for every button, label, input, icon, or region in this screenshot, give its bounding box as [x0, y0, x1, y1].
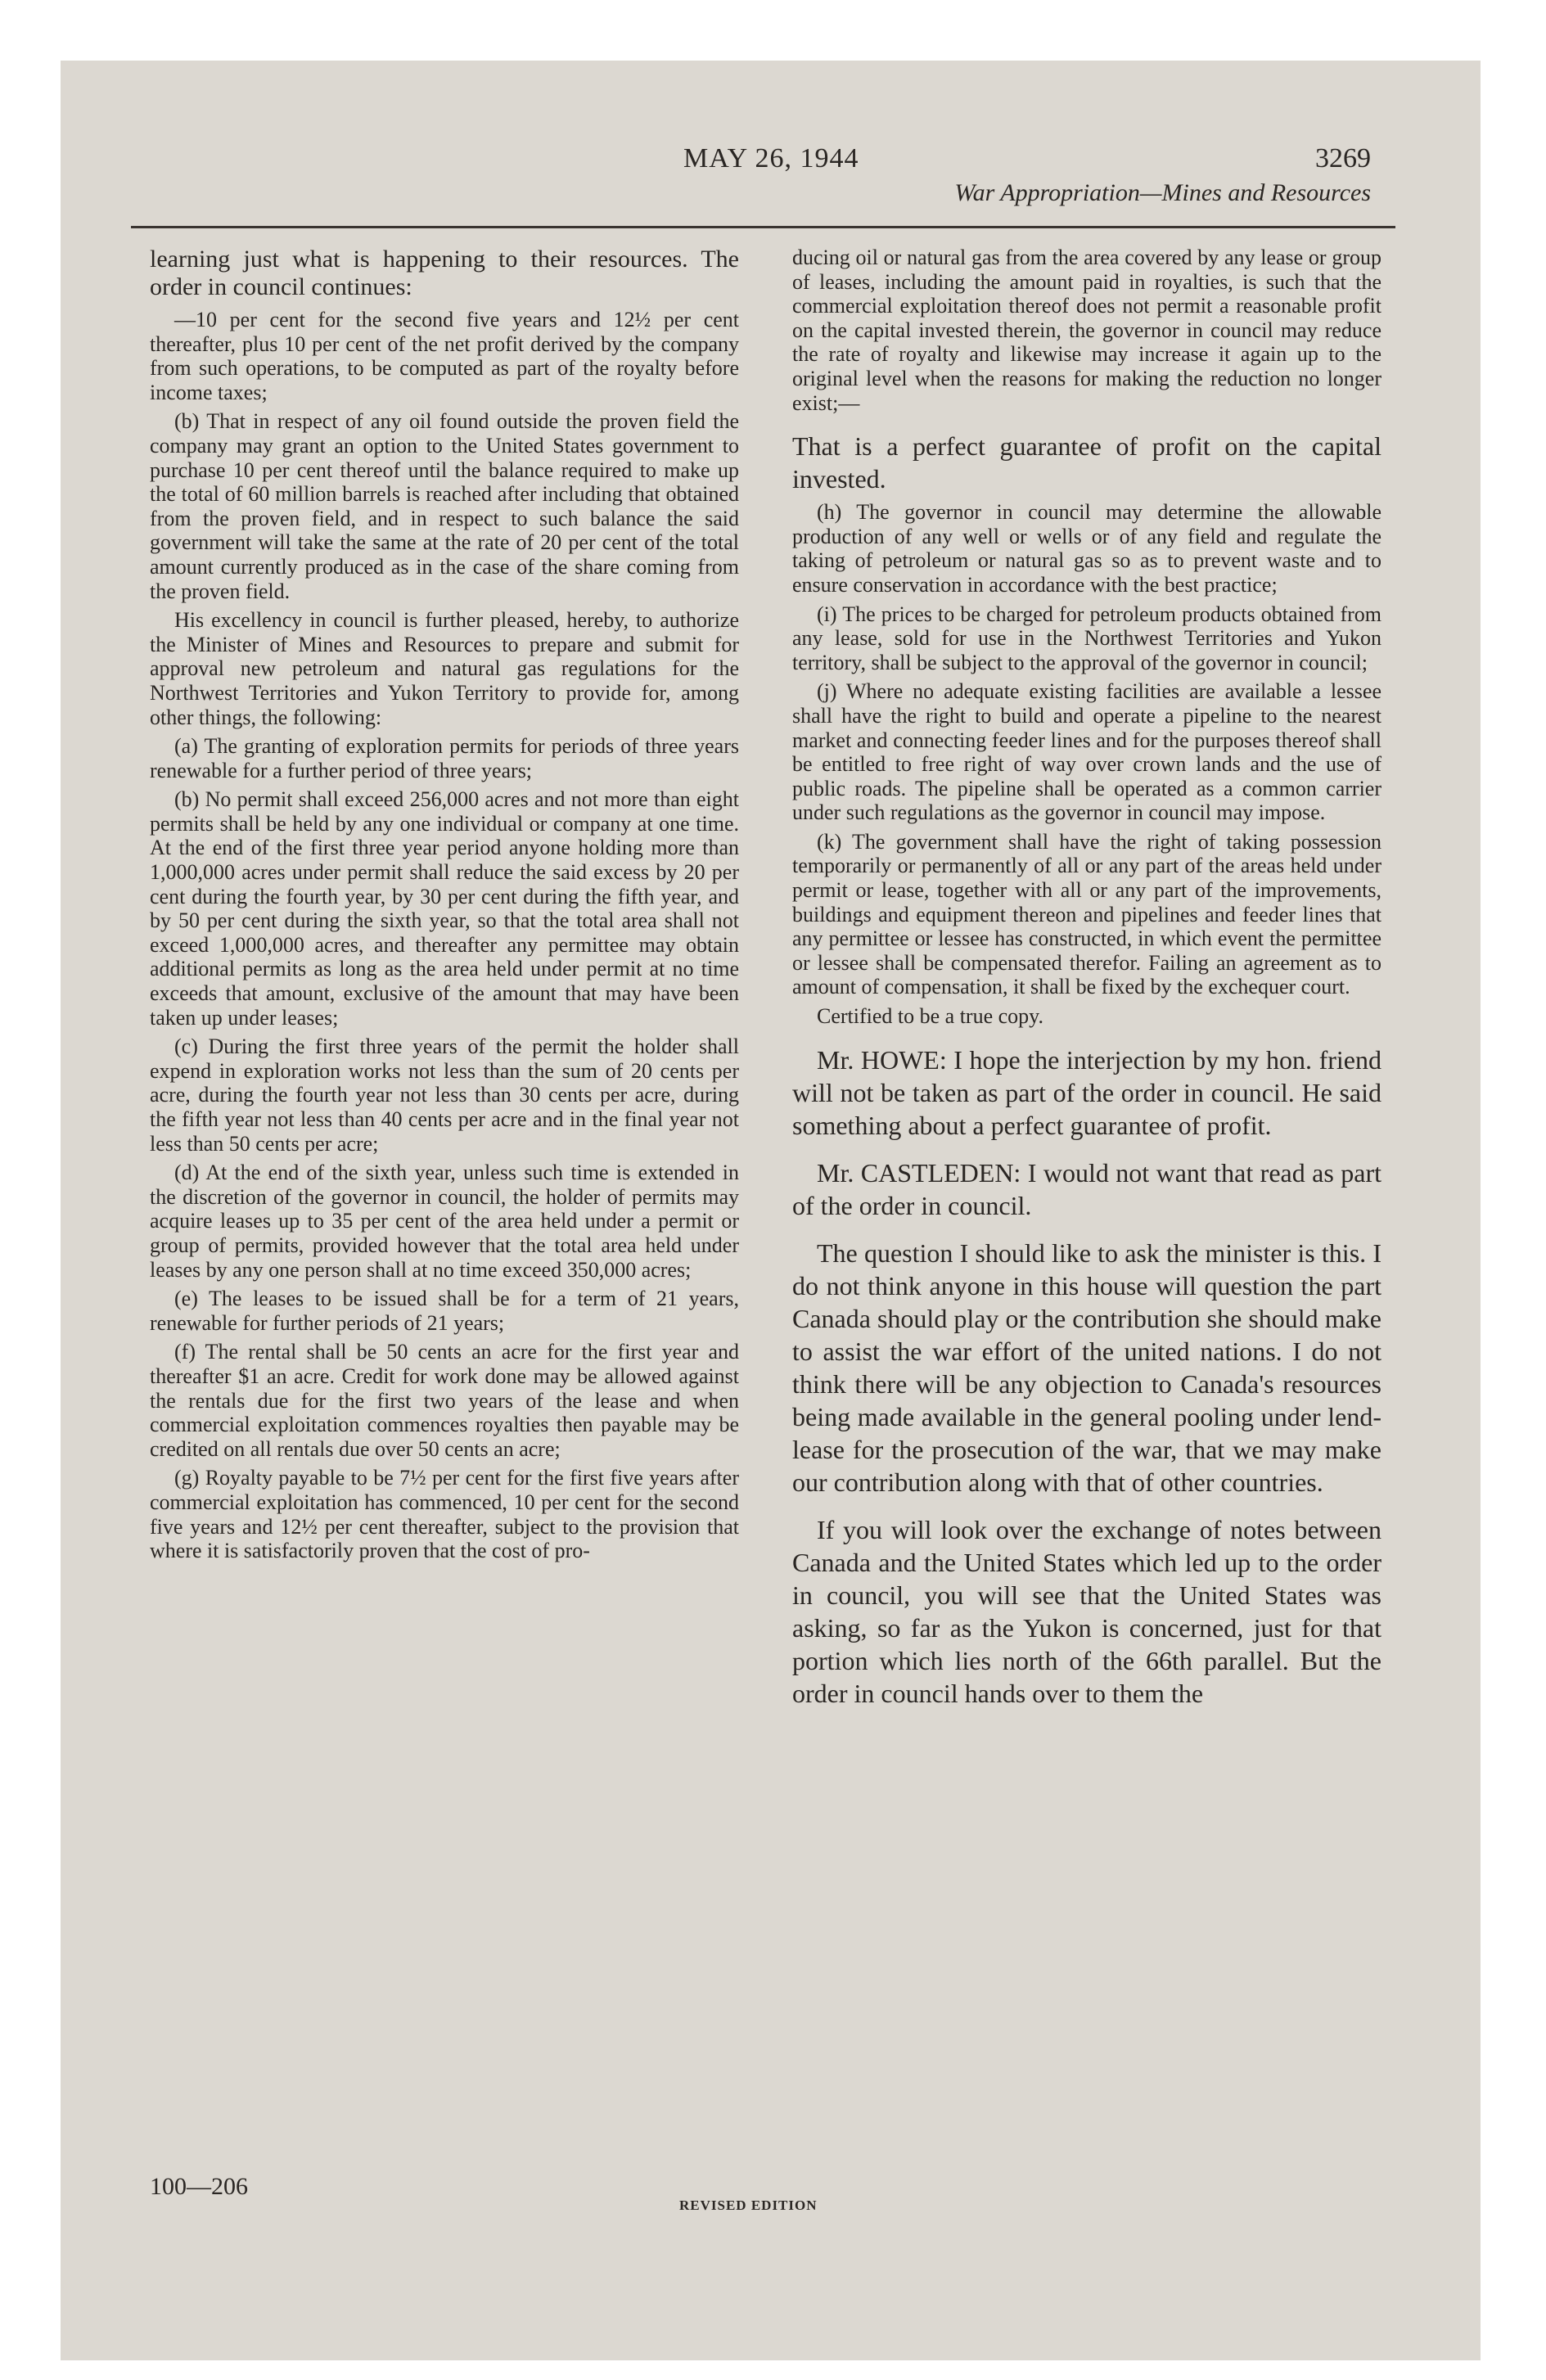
- paragraph: His excellency in council is further pleased, hereby, to authorize the Minister of Mines and Resources to prepare and submit for approval new petroleum and natural gas regulations for the Northwest Territories and Yukon Territory to provide for, among other things, the following:: [150, 608, 739, 729]
- paragraph: ducing oil or natural gas from the area covered by any lease or group of leases, including the amount paid in royalties, is such that the commercial exploitation thereof does not permit a reasonable profit on the capital invested therein, the governor in council may reduce the rate of royalty and likewise may increase it again up to the original level when the reasons for making the reduction no longer exist;—: [792, 246, 1381, 415]
- paragraph: (b) No permit shall exceed 256,000 acres and not more than eight permits shall be held by any one individual or company at one time. At the end of the first three year period anyone holding more than 1,000,000 acres under permit shall reduce the said excess by 20 per cent during the fourth year, by 30 per cent during the fifth year, and by 50 per cent during the sixth year, so that the total area shall not exceed 1,000,000 acres, and thereafter any permittee may obtain additional permits as long as the area held under permit at no time exceeds that amount, exclusive of the amount that may have been taken up under leases;: [150, 787, 739, 1030]
- paragraph: The question I should like to ask the minister is this. I do not think anyone in this house will question the part Canada should play or the contribution she should make to assist the war effort of the united nations. I do not think there will be any objection to Canada's resources being made available in the general pooling under lend-lease for the prosecution of the war, that we may make our contribution along with that of other countries.: [792, 1237, 1381, 1497]
- paragraph: Mr. HOWE: I hope the interjection by my hon. friend will not be taken as part of the order in council. He said something about a perfect guarantee of profit.: [792, 1044, 1381, 1140]
- paragraph: (g) Royalty payable to be 7½ per cent for the first five years after commercial exploitation has commenced, 10 per cent for the second five years and 12½ per cent thereafter, subject to the provision that where it is satisfactorily proven that the cost of pro-: [150, 1466, 739, 1563]
- left-column: [150, 246, 739, 1568]
- paragraph: (j) Where no adequate existing facilities are available a lessee shall have the right to build and operate a pipeline to the nearest market and connecting feeder lines and for the purposes thereof shall be entitled to free right of way over crown lands and the use of public roads. The pipeline shall be operated as a common carrier under such regulations as the governor in council may impose.: [792, 679, 1381, 825]
- paragraph: (a) The granting of exploration permits for periods of three years renewable for a further period of three years;: [150, 734, 739, 782]
- paragraph: (h) The governor in council may determine the allowable production of any well or wells or of any field and regulate the taking of petroleum or natural gas so as to prevent waste and to ensure conservation in accordance with the best practice;: [792, 500, 1381, 597]
- paragraph: (i) The prices to be charged for petroleum products obtained from any lease, sold for use in the Northwest Territories and Yukon territory, shall be subject to the approval of the governor in council;: [792, 602, 1381, 674]
- right-column: [792, 246, 1381, 1715]
- header-rule: [131, 226, 1395, 228]
- paragraph: (d) At the end of the sixth year, unless such time is extended in the discretion of the governor in council, the holder of permits may acquire leases up to 35 per cent of the area held under a permit or group of permits, provided however that the total area held under leases by any one person shall at no time exceed 350,000 acres;: [150, 1161, 739, 1282]
- paragraph: If you will look over the exchange of notes between Canada and the United States which led up to the order in council, you will see that the United States was asking, so far as the Yukon is concerned, just for that portion which lies north of the 66th parallel. But the order in council hands over to them the: [792, 1514, 1381, 1708]
- paragraph: (k) The government shall have the right of taking possession temporarily or permanently of all or any part of the areas held under permit or lease, together with all or any part of the improvements, buildings and equipment thereon and pipelines and feeder lines that any permittee or lessee has constructed, in which event the permittee or lessee shall be compensated therefor. Failing an agreement as to amount of compensation, it shall be fixed by the exchequer court.: [792, 829, 1381, 999]
- footer-signature: 100—206: [150, 2173, 248, 2200]
- header-subtitle: War Appropriation—Mines and Resources: [954, 179, 1371, 206]
- paragraph: —10 per cent for the second five years and 12½ per cent thereafter, plus 10 per cent of the net profit derived by the company from such operations, to be computed as part of the royalty before income taxes;: [150, 308, 739, 404]
- paragraph: Certified to be a true copy.: [817, 1004, 1043, 1029]
- paragraph: (c) During the first three years of the permit the holder shall expend in exploration works not less than the sum of 20 cents per acre, during the fourth year not less than 30 cents per acre, during the fifth year not less than 40 cents per acre and in the final year not less than 50 cents per acre;: [150, 1034, 739, 1156]
- page-header: [188, 143, 1391, 217]
- paragraph: Mr. CASTLEDEN: I would not want that read as part of the order in council.: [792, 1157, 1381, 1220]
- header-page-number: 3269: [1315, 143, 1371, 174]
- paragraph: learning just what is happening to their resources. The order in council continues:: [150, 246, 739, 300]
- header-date: MAY 26, 1944: [683, 143, 859, 174]
- paragraph: (b) That in respect of any oil found outside the proven field the company may grant an option to the United States government to purchase 10 per cent thereof until the balance required to make up the total of 60 million barrels is reached after including that obtained from the proven field, and in respect to such balance the said government will take the same at the rate of 20 per cent of the total amount currently produced as in the case of the share coming from the proven field.: [150, 409, 739, 603]
- paragraph: (f) The rental shall be 50 cents an acre for the first year and thereafter $1 an acre. Credit for work done may be allowed against the rentals due for the first two years of the lease and when commercial exploitation commences royalties then payable may be credited on all rentals due over 50 cents an acre;: [150, 1340, 739, 1461]
- footer-edition: REVISED EDITION: [679, 2197, 818, 2213]
- paragraph: (e) The leases to be issued shall be for a term of 21 years, renewable for further periods of 21 years;: [150, 1287, 739, 1335]
- paragraph: That is a perfect guarantee of profit on the capital invested.: [792, 431, 1381, 494]
